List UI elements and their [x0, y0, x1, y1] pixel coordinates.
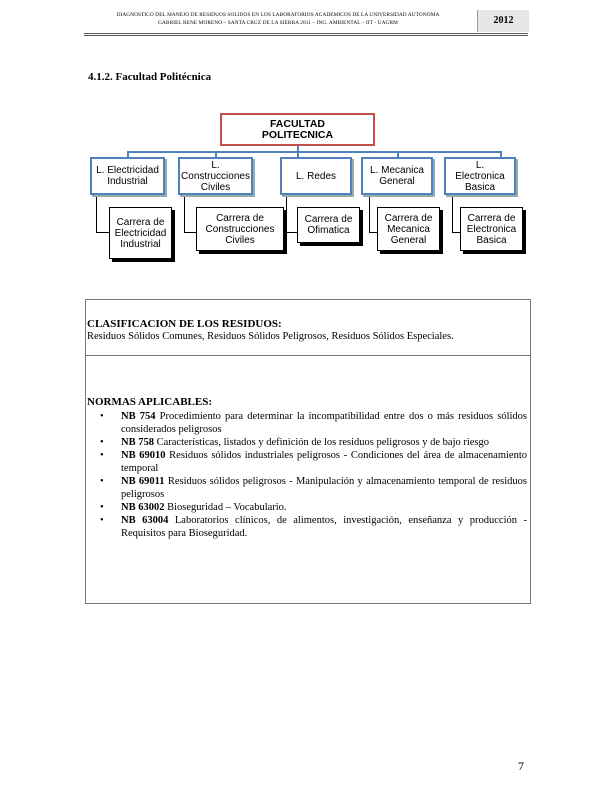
career-label-line: Electronica: [466, 223, 517, 235]
department-label-line: L. Mecanica: [370, 165, 424, 176]
norm-text: Bioseguridad – Vocabulario.: [164, 502, 287, 513]
norm-code: NB 63004: [121, 515, 169, 526]
career-label-line: Carrera de: [384, 212, 433, 224]
bullet-icon: •: [100, 502, 104, 513]
department-label-line: Civiles: [200, 181, 231, 193]
department-bus: [127, 151, 502, 153]
norm-text: Características, listados y definición de los residuos peligrosos y de bajo riesgo: [153, 437, 490, 448]
norm-text: Residuos sólidos industriales peligrosos - Condiciones del área de almacenamiento temporal: [121, 450, 528, 474]
norms-title: NORMAS APLICABLES:: [87, 396, 212, 408]
department-node-mecanica: [361, 157, 433, 195]
career-node-ofimatica: [297, 207, 360, 243]
career-label-line: Carrera de: [467, 212, 516, 224]
norm-item: [100, 436, 527, 449]
norm-item: [100, 501, 527, 514]
department-label-line: Construcciones: [181, 170, 250, 182]
career-label-line: Electricidad: [114, 227, 167, 239]
career-label-line: Carrera de: [304, 214, 353, 225]
career-connector-h: [96, 232, 109, 233]
norm-text: Residuos sólidos peligrosos - Manipulación y almacenamiento temporal de residuos peligrosos: [121, 476, 528, 500]
norm-text: Laboratorios clínicos, de alimentos, investigación, enseñanza y producción - Requisitos para Bioseguridad.: [121, 515, 527, 539]
header-line-1: DIAGNOSTICO DEL MANEJO DE RESIDUOS SOLIDOS EN LOS LABORATORIOS ACADEMICOS DE LA UNIVERSIDAD AUTONOMA: [116, 12, 440, 18]
department-label-line: L. Redes: [295, 170, 337, 182]
bullet-icon: •: [100, 515, 104, 526]
career-label-line: Ofimatica: [307, 225, 350, 236]
department-node-construcciones: [178, 157, 253, 195]
career-connector-v: [452, 195, 453, 232]
bullet-icon: •: [100, 437, 104, 448]
org-root-node: [220, 113, 375, 146]
department-label-line: General: [379, 176, 415, 187]
org-chart: [0, 0, 612, 270]
career-connector-v: [96, 195, 97, 232]
career-connector-h: [369, 232, 377, 233]
classification-title: CLASIFICACION DE LOS RESIDUOS:: [87, 318, 282, 330]
norm-code: NB 69010: [121, 450, 166, 461]
career-label-line: Carrera de: [116, 216, 165, 228]
department-label-line: L. Electricidad: [96, 165, 159, 176]
career-node-mecanica: [377, 207, 440, 251]
norms-list: [100, 410, 527, 540]
career-connector-v: [286, 195, 287, 232]
career-label-line: Carrera de: [216, 212, 264, 224]
department-node-electronica: [444, 157, 516, 195]
career-label-line: Basica: [476, 234, 507, 246]
norm-code: NB 63002: [121, 502, 165, 513]
norm-item: [100, 449, 527, 475]
table-divider: [85, 355, 531, 356]
department-node-redes: [280, 157, 352, 195]
career-node-electronica: [460, 207, 523, 251]
career-connector-h: [184, 232, 196, 233]
norm-code: NB 758: [121, 437, 154, 448]
department-label-line: Industrial: [107, 176, 148, 187]
career-connector-h: [452, 232, 460, 233]
career-label-line: Civiles: [225, 234, 255, 246]
norm-item: [100, 410, 527, 436]
classification-text: Residuos Sólidos Comunes, Residuos Sólidos Peligrosos, Residuos Sólidos Especiales.: [87, 331, 454, 342]
bullet-icon: •: [100, 450, 104, 461]
career-label-line: Construcciones: [205, 223, 275, 235]
norm-text: Procedimiento para determinar la incompatibilidad entre dos o más residuos sólidos considerados peligrosos: [121, 411, 527, 435]
career-label-line: General: [390, 234, 427, 246]
department-label-line: Basica: [464, 181, 495, 193]
career-label-line: Mecanica: [387, 223, 430, 235]
department-label-line: Electronica: [455, 170, 505, 182]
career-connector-v: [184, 195, 185, 232]
career-node-electricidad: [109, 207, 172, 259]
bullet-icon: •: [100, 411, 104, 422]
career-connector-v: [369, 195, 370, 232]
header-year: 2012: [477, 10, 529, 32]
page-number: 7: [518, 759, 524, 773]
norm-item: [100, 475, 527, 501]
section-title: 4.1.2. Facultad Politécnica: [88, 71, 212, 83]
bullet-icon: •: [100, 476, 104, 487]
career-label-line: Industrial: [120, 238, 161, 250]
norm-item: [100, 514, 527, 540]
norm-code: NB 69011: [121, 476, 165, 487]
department-node-electricidad: [90, 157, 165, 195]
header-line-2: GABRIEL RENE MORENO – SANTA CRUZ DE LA SIERRA 2011 – ING. AMBIENTAL – IIT - UAGRM: [158, 20, 398, 26]
career-connector-h: [286, 232, 297, 233]
career-node-construcciones: [196, 207, 284, 251]
org-root-line: POLITECNICA: [261, 128, 334, 141]
norm-code: NB 754: [121, 411, 156, 422]
department-label-line: L.: [475, 159, 485, 171]
department-label-line: L.: [211, 159, 220, 171]
org-root-line: FACULTAD: [269, 117, 325, 130]
